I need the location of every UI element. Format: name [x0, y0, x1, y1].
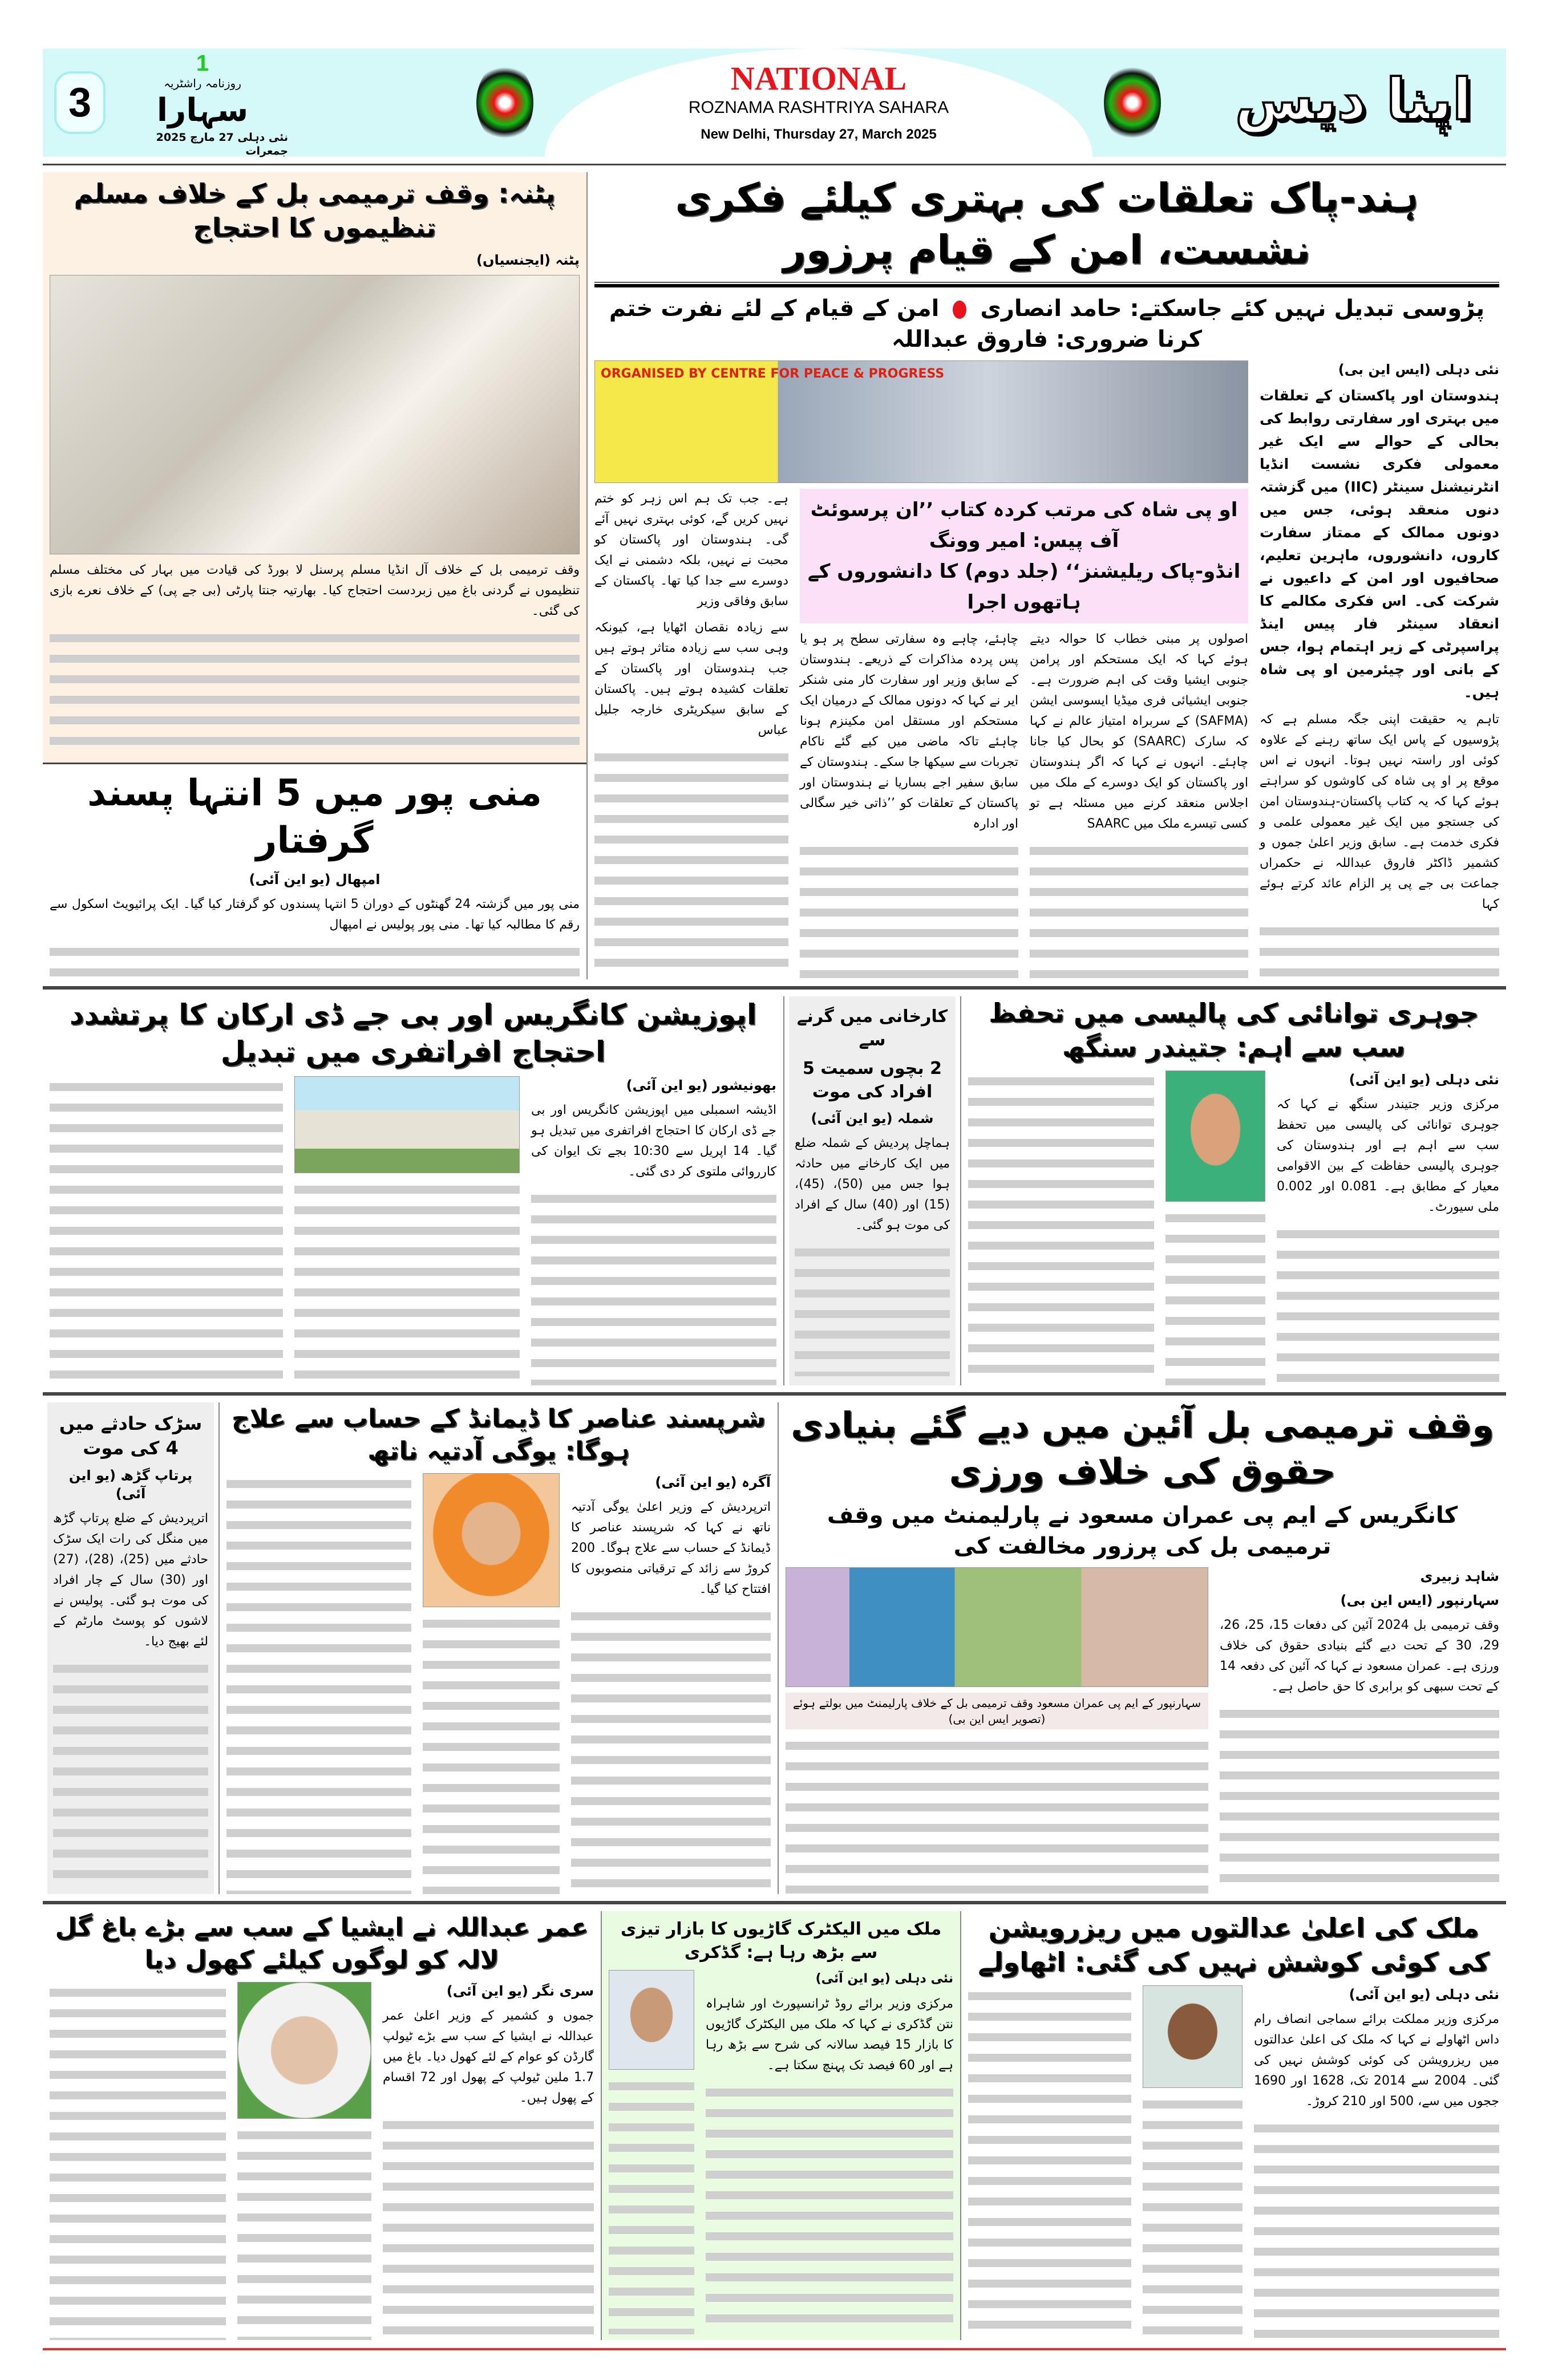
text-filler — [531, 1188, 776, 1385]
story-body: چاہئے، چاہے وہ سفارتی سطح پر ہو یا پس پردہ مذاکرات کے ذریعے۔ ہندوستان کے سابق وزیر اور سفارت کار منی شنکر ایر نے کہا کہ دونوں ممالک کے درمیان ایک مستحکم اور مستقل امن مکینزم ہونا چاہئے تاکہ ماضی میں کیے گئے ناکام تجربات سے سیکھا جا سکے۔ ہندوستان کے سابق سفیر اجے بساریا نے ہندوستان اور پاکستان کے تعلقات کو ’’ذاتی خیر سگالی اور ادارہ — [799, 632, 1018, 831]
logo-subtitle: روزنامہ راشٹریہ — [164, 76, 241, 90]
headline: جوہری توانائی کی پالیسی میں تحفظ سب سے اہم: جتیندر سنگھ — [989, 998, 1479, 1063]
story-body: تاہم یہ حقیقت اپنی جگہ مسلم ہے کہ پڑوسیوں کے پاس ایک ساتھ رہنے کے علاوہ کوئی اور راستہ نہیں ہوتا۔ انہوں نے اس موقع پر او پی شاہ کی کاوشوں کو سراہتے ہوئے کہا کہ یہ کتاب پاکستان-ہندوستان امن کی جستجو میں ایک غیر معمولی علمی و فکری خدمت ہے۔ سابق وزیر اعلیٰ جموں و کشمیر ڈاکٹر فاروق عبداللہ نے حکمراں جماعت بی جے پی پر الزام عائد کرتے ہوئے کہا — [1260, 712, 1499, 911]
headline: پٹنہ: وقف ترمیمی بل کے خلاف مسلم تنظیموں کا احتجاج — [74, 178, 556, 243]
text-column — [968, 1071, 1154, 1385]
text-filler — [609, 2075, 694, 2334]
story-dateline: پٹنہ (ایجنسیاں) — [476, 252, 580, 268]
story-omar-abdullah — [43, 1911, 602, 2340]
story-dateline: پرتاپ گڑھ (یو این آئی) — [68, 1467, 193, 1502]
text-filler — [1277, 1223, 1499, 1385]
story-manipur — [43, 763, 586, 979]
headline: شرپسند عناصر کا ڈیمانڈ کے حساب سے علاج ہوگا: یوگی آدتیہ ناتھ — [232, 1404, 766, 1466]
story-columns — [594, 489, 1248, 979]
story-body: اصولوں پر مبنی خطاب کا حوالہ دیتے ہوئے کہا کہ ایک مستحکم اور پرامن جنوبی ایشیا وقت کی اہم ضرورت ہے۔ جنوبی ایشیائی فری میڈیا ایسوسی ایشن (SAFMA) کے سربراہ امتیاز عالم نے کہا کہ سارک (SAARC) کو بحال کیا جانا چاہئے۔ انہوں نے کہا کہ اگر ہندوستان اور پاکستان کو ایک دوسرے کے ملک میں اجلاس منعقد کرنے میں مسئلہ ہے تو کسی تیسرے ملک میں SAARC — [1030, 632, 1248, 831]
text-filler — [226, 1473, 411, 1894]
story-road-accident — [43, 1402, 220, 1894]
text-column — [50, 1076, 283, 1385]
story-dateline: نئی دہلی (ایس این بی) — [1338, 362, 1499, 378]
photo-column — [594, 360, 1248, 979]
text-column — [571, 1473, 771, 1894]
masthead — [43, 48, 1506, 157]
story-dateline: آگرہ (یو این آئی) — [655, 1474, 771, 1491]
story-body: اڈیشہ اسمبلی میں اپوزیشن کانگریس اور بی جے ڈی ارکان کا احتجاج افراتفری میں تبدیل ہو گیا۔ 14 اپریل سے 10:30 بجے تک ایوان کی کارروائی ملتوی کر دی گئی۔ — [531, 1103, 777, 1179]
text-filler — [795, 1242, 950, 1376]
story-opposition — [43, 996, 784, 1385]
text-column — [531, 1076, 776, 1385]
row-top — [43, 164, 1506, 979]
story-body: ہماچل پردیش کے شملہ ضلع میں ایک کارخانے میں حادثہ ہوا جس میں (50)، (45)، (15) اور (40) سال کے افراد کی موت ہو گئی۔ — [795, 1136, 950, 1232]
story-columns — [226, 1473, 771, 1894]
text-filler — [50, 1982, 226, 2340]
story-dateline: امپھال (یو این آئی) — [249, 871, 381, 888]
jitendra-singh-photo — [1165, 1071, 1265, 1202]
text-column — [1277, 1071, 1499, 1385]
story-body: مرکزی وزیر مملکت برائے سماجی انصاف رام داس اٹھاولے نے کہا کہ ملک کی اعلیٰ عدالتوں میں ریزرویشن کی کوئی کوشش نہیں کی گئی۔ 2004 سے 2014 تک، 1628 اور 1690 ججوں میں سے، 500 اور 210 کروڑ۔ — [1254, 2012, 1499, 2109]
headline: ملک کی اعلیٰ عدالتوں میں ریزرویشن کی کوئی کوشش نہیں کی گئی: اٹھاولے — [978, 1912, 1490, 1977]
text-column — [706, 1970, 953, 2334]
divider — [594, 282, 1499, 287]
intro-column — [1260, 360, 1499, 979]
urdu-date: نئی دہلی 27 مارچ 2025 جمعرات — [156, 131, 288, 157]
protest-photo — [50, 275, 580, 554]
story-dateline: سہارنپور (ایس این بی) — [1340, 1592, 1499, 1609]
emblem-icon — [476, 63, 533, 143]
text-column — [594, 489, 788, 979]
story-columns — [50, 1076, 776, 1385]
story-athawale — [961, 1911, 1506, 2340]
text-filler — [50, 1076, 283, 1385]
emblem-icon — [1104, 63, 1161, 143]
text-filler — [53, 1658, 208, 1885]
row-third — [43, 1392, 1506, 1894]
text-filler — [1220, 1703, 1499, 1894]
dateline: New Delhi, Thursday 27, March 2025 — [701, 127, 937, 142]
story-main — [588, 172, 1506, 979]
text-filler — [1260, 921, 1499, 979]
story-body: مرکزی وزیر جتیندر سنگھ نے کہا کہ جوہری توانائی کی پالیسی میں تحفظ سب سے اہم ہے اور ہندوستان کی جوہری پالیسی حفاظت کے بین الاقوامی معیار کے مطابق ہے۔ 0.081 اور 0.002 ملی سیورٹ۔ — [1277, 1097, 1499, 1214]
text-column — [968, 1985, 1131, 2340]
story-columns — [609, 1970, 953, 2334]
story-body: جموں و کشمیر کے وزیر اعلیٰ عمر عبداللہ نے ایشیا کے سب سے بڑے ٹیولپ گارڈن کو عوام کے لئے کھول دیا۔ باغ میں 1.7 ملین ٹیولپ کے پھول اور 72 اقسام کے پھول ہیں۔ — [383, 2009, 594, 2106]
book-launch-box — [800, 489, 1248, 623]
text-filler — [50, 627, 580, 757]
story-dateline: بھونیشور (یو این آئی) — [626, 1077, 776, 1093]
story-body: وقف ترمیمی بل کے خلاف آل انڈیا مسلم پرسنل لا بورڈ کی قیادت میں بہار کی مختلف مسلم تنظیموں نے گردنی باغ میں زبردست احتجاج کیا۔ بھارتیہ جنتا پارٹی (بی جے پی) کے خلاف نعرے بازی کی گئی۔ — [50, 562, 580, 618]
ramdas-athawale-photo — [1143, 1985, 1243, 2088]
paper-logo: سہارا — [156, 92, 249, 129]
story-dateline: شملہ (یو این آئی) — [811, 1110, 934, 1126]
text-column — [1254, 1985, 1499, 2340]
factory-box — [789, 996, 956, 1385]
headline: کارخانی میں گرنے سے — [796, 1007, 948, 1050]
text-filler — [571, 1605, 771, 1894]
story-body: اترپردیش کے وزیر اعلیٰ یوگی آدتیہ ناتھ نے کہا کہ شرپسند عناصر کا ڈیمانڈ کے حساب سے علاج ہوگا۔ 200 کروڑ سے زائد کے ترقیاتی منصوبوں کا افتتاح کیا گیا۔ — [571, 1500, 771, 1597]
story-dateline: نئی دہلی (یو این آئی) — [815, 1972, 953, 1986]
subheadline — [594, 293, 1499, 355]
photo-column — [1143, 1985, 1243, 2340]
headline: سڑک حادثے میں 4 کی موت — [59, 1413, 203, 1459]
photo-column — [237, 1982, 371, 2340]
headline: ملک میں الیکٹرک گاڑیوں کا بازار تیزی سے بڑھ رہا ہے: گڈکری — [620, 1919, 942, 1963]
story-columns — [786, 1567, 1499, 1894]
text-filler — [800, 840, 1018, 979]
newspaper-page — [43, 48, 1506, 2350]
paper-name: ROZNAMA RASHTRIYA SAHARA — [688, 98, 949, 117]
story-body: مرکزی وزیر برائے روڈ ٹرانسپورٹ اور شاہراہ نتن گڈکری نے کہا کہ ملک میں الیکٹرک گاڑیوں کا بازار 15 فیصد سالانہ کی شرح سے بڑھ رہا ہے اور 60 فیصد تک پہنچ سکتا ہے۔ — [706, 1997, 953, 2073]
text-filler — [423, 1613, 560, 1894]
story-dateline: نئی دہلی (یو این آئی) — [1349, 1071, 1499, 1088]
headline: وقف ترمیمی بل آئین میں دیے گئے بنیادی حقوق کی خلاف ورزی — [791, 1404, 1494, 1492]
row-second — [43, 986, 1506, 1385]
accident-box — [47, 1402, 214, 1894]
story-yogi — [220, 1402, 779, 1894]
story-jitendra-singh — [961, 996, 1506, 1385]
headline: اپوزیشن کانگریس اور بی جے ڈی ارکان کا پرتشدد احتجاج افراتفری میں تبدیل — [69, 998, 757, 1068]
story-columns — [968, 1985, 1499, 2340]
story-factory — [784, 996, 961, 1385]
text-filler — [706, 2082, 953, 2334]
text-filler — [968, 1071, 1154, 1385]
story-body: اترپردیش کے ضلع پرتاپ گڑھ میں منگل کی رات ایک سڑک حادثے میں (25)، (28)، (27) اور (30) سال کے چار افراد کی موت ہو گئی۔ پولیس نے لاشوں کو پوسٹ مارٹم کے لئے بھیج دیا۔ — [53, 1511, 208, 1649]
footer-rule — [43, 2348, 1506, 2350]
omar-abdullah-photo — [237, 1982, 371, 2119]
photo-caption: سہارنپور کے ایم پی عمران مسعود وقف ترمیمی بل کے خلاف پارلیمنٹ میں بولتے ہوئے (تصویر ایس این بی) — [786, 1693, 1208, 1729]
byline: شاہد زبیری — [1420, 1568, 1499, 1585]
story-waqf — [779, 1402, 1506, 1894]
text-filler — [50, 941, 580, 979]
photo-column — [423, 1473, 560, 1894]
headline: عمر عبداللہ نے ایشیا کے سب سے بڑے باغ گل لالہ کو لوگوں کیلئے کھول دیا — [55, 1913, 589, 1975]
assembly-building-photo — [294, 1076, 520, 1173]
section-title: اپنا دیس — [1235, 66, 1472, 133]
subhead-ansari: پڑوسی تبدیل نہیں کئے جاسکتے: حامد انصاری — [980, 295, 1485, 322]
text-filler — [237, 2124, 371, 2340]
subheadline: کانگریس کے ایم پی عمران مسعود نے پارلیمنٹ میں وقف ترمیمی بل کی پرزور مخالفت کی — [827, 1502, 1458, 1560]
text-column — [800, 629, 1018, 979]
photo-banner: ORGANISED BY CENTRE FOR PEACE & PROGRESS — [601, 367, 945, 381]
anniversary-logo-icon: 1 — [196, 51, 209, 76]
row-bottom — [43, 1901, 1506, 2340]
page-number: 3 — [54, 71, 106, 134]
text-filler — [1143, 2094, 1243, 2340]
headline: ہند-پاک تعلقات کی بہتری کیلئے فکری نشست، امن کے قیام پرزور — [675, 175, 1419, 273]
photo-column — [1165, 1071, 1265, 1385]
text-filler — [294, 1179, 520, 1385]
text-filler — [383, 2114, 594, 2340]
text-column — [50, 1982, 226, 2340]
book-column — [800, 489, 1248, 979]
text-filler — [786, 1735, 1208, 1894]
paper-logo-block — [117, 51, 288, 158]
photo-column — [294, 1076, 520, 1385]
photo-column — [609, 1970, 694, 2334]
left-stack — [43, 172, 588, 979]
headline: 2 بچوں سمیت 5 افراد کی موت — [802, 1059, 942, 1102]
yogi-adityanath-photo — [423, 1473, 560, 1607]
bullet-icon — [953, 301, 966, 319]
story-columns — [800, 629, 1248, 979]
title-arch — [545, 48, 1092, 157]
text-filler — [594, 747, 788, 979]
imran-masood-photo — [786, 1567, 1208, 1687]
text-column — [383, 1982, 594, 2340]
headline: منی پور میں 5 انتہا پسند گرفتار — [87, 772, 542, 862]
story-patna — [43, 172, 586, 763]
story-dateline: نئی دہلی (یو این آئی) — [1349, 1986, 1499, 2002]
story-body: منی پور میں گزشتہ 24 گھنٹوں کے دوران 5 انتہا پسندوں کو گرفتار کیا گیا۔ ایک پرائیویٹ اسکول سے رقم کا مطالبہ کیا تھا۔ منی پور پولیس نے امپھال — [50, 897, 580, 932]
book-box-line: او پی شاہ کی مرتب کردہ کتاب ’’ان پرسوئٹ آف پیس: امیر وونگ — [810, 498, 1238, 552]
text-column — [1220, 1567, 1499, 1894]
photo-column — [786, 1567, 1208, 1894]
text-filler — [1254, 2118, 1499, 2340]
nitin-gadkari-photo — [609, 1970, 694, 2070]
story-body: ہے۔ جب تک ہم اس زہر کو ختم نہیں کریں گے، کوئی بہتری نہیں آئے گی۔ ہندوستان اور پاکستان کو محبت نے نہیں، بلکہ دشمنی نے ایک دوسرے سے جدا کیا تھا۔ پاکستان کے سابق وفاقی وزیر — [594, 492, 788, 609]
text-filler — [968, 1985, 1131, 2340]
story-gadkari — [602, 1911, 961, 2340]
book-box-line: انڈو-پاک ریلیشنز‘‘ (جلد دوم) کا دانشوروں کے ہاتھوں اجرا — [807, 560, 1241, 614]
story-body: وقف ترمیمی بل 2024 آئین کی دفعات 15، 25، 26، 29، 30 کے تحت دیے گئے بنیادی حقوق کی خلاف ورزی ہے۔ عمران مسعود نے کہا کہ آئین کی دفعہ 14 کے تحت سبھی کو برابری کا حق حاصل ہے۔ — [1220, 1618, 1500, 1694]
text-column — [1030, 629, 1248, 979]
edition-label: NATIONAL — [730, 60, 907, 97]
story-intro: ہندوستان اور پاکستان کے تعلقات میں بہتری اور سفارتی روابط کی بحالی کے حوالے سے ایک غیر معمولی فکری نشست انڈیا انٹرنیشنل سینٹر (IIC) میں گزشتہ دنوں منعقد ہوئی، جس میں دونوں ممالک کے ممتاز سفارت کاروں، دانشوروں، ماہرین تعلیم، صحافیوں اور امن کے داعیوں نے شرکت کی۔ اس فکری مکالمے کا انعقاد سینٹر فار پیس اینڈ پراسپرٹی کے زیر اہتمام ہوا، جس کے بانی اور چیئرمین او پی شاہ ہیں۔ — [1260, 387, 1499, 700]
text-filler — [1030, 840, 1248, 979]
story-dateline: سری نگر (یو این آئی) — [446, 1983, 594, 2000]
story-columns — [968, 1071, 1499, 1385]
text-column — [226, 1473, 411, 1894]
story-columns — [594, 360, 1499, 979]
story-body: سے زیادہ نقصان اٹھایا ہے، کیونکہ وہی سب سے زیادہ متاثر ہوتے ہیں جب ہندوستان اور پاکستان کے تعلقات کشیدہ ہوتے ہیں۔ پاکستان کے سابق سیکریٹری خارجہ جلیل عباس — [594, 621, 788, 737]
text-filler — [1165, 1207, 1265, 1385]
subhead-abdullah: امن کے قیام کے لئے نفرت ختم کرنا ضروری: فاروق عبداللہ — [609, 295, 1203, 352]
story-columns — [50, 1982, 594, 2340]
seminar-photo — [594, 360, 1248, 483]
